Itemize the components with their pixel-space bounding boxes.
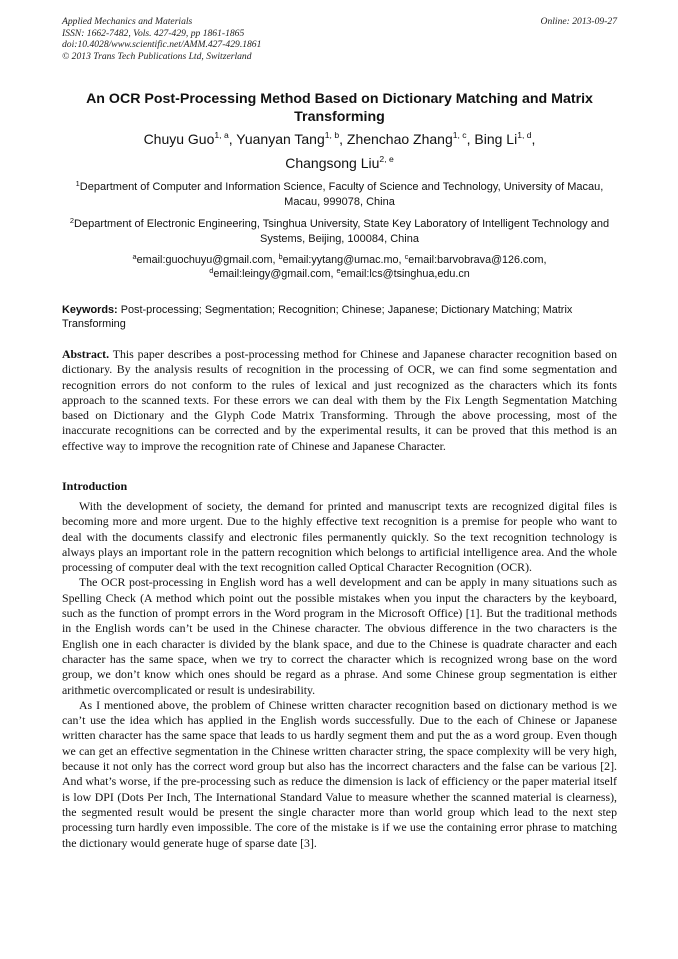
- keywords-label: Keywords:: [62, 304, 118, 316]
- journal-name: Applied Mechanics and Materials: [62, 16, 193, 27]
- author: Yuanyan Tang$^{1, b}$,: [236, 130, 347, 147]
- email: $^c$email:barvobrava@126.com,: [404, 252, 547, 266]
- email: $^d$email:leingy@gmail.com,: [209, 266, 337, 280]
- paper-title: An OCR Post-Processing Method Based on Dictionary Matching and Matrix Transforming: [86, 91, 593, 125]
- author-list: [62, 127, 617, 175]
- affiliation-1: $^1$Department of Computer and Information Science, Faculty of Science and Technology, University of Macau, Macau, 999078, China: [75, 179, 604, 208]
- issn-line: ISSN: 1662-7482, Vols. 427-429, pp 1861-1865: [62, 27, 245, 39]
- affiliation-2: $^2$Department of Electronic Engineering, Tsinghua University, State Key Laboratory of Intelligent Technology and Systems, Beijing, 100084, China: [69, 216, 610, 245]
- email: $^b$email:yytang@umac.mo,: [278, 252, 405, 266]
- online-date: Online: 2013-09-27: [540, 16, 617, 27]
- copyright-line: © 2013 Trans Tech Publications Ltd, Switzerland: [62, 50, 252, 62]
- email: $^e$email:lcs@tsinghua,edu.cn: [336, 266, 470, 280]
- paragraph: As I mentioned above, the problem of Chinese written character recognition based on dictionary method is we can’t use the idea which has applied in the English words successfully. Due to the each of Chinese or Japanese written character has the same space that leads to us hardly segment them and put the as a word group. Even though we can get an effective segmentation in the Chinese written character string, the space complexity will be very high, because it not only has the correct word group but also has the incorrect characters and the false can be various [2]. And what’s worse, if the pre-processing such as reduce the dimension is lack of efficiency or the paper material itself is low DPI (Dots Per Inch, The International Standard Value to measure whether the scanned material is clearness), the segmented result would be present the single character more than world group which lead to the next step processing turn hardly even impossible. The core of the mistake is if we use the containing error phrase to matching the dictionary would generate huge of sparse date [3].: [62, 697, 617, 850]
- paragraph: The OCR post-processing in English word has a well development and can be apply in many situations such as Spelling Check (A method which point out the possible mistakes when you input the characters by the keyboard, such as the function of prompt errors in the Word program in the Microsoft Office) [1]. But the traditional methods in the English words can’t be used in the Chinese character. The obvious difference in the two characters is the English one in each character is divided by the blank space, and due to the Chinese is quadrate character and each character has the same space, when we try to correct the character which is recognized wrong base on the word group, we don’t know which ones should be regard as a phrase. And some Chinese group segmentation is either arithmetic overcomplicated or result is undesirability.: [62, 575, 617, 697]
- section-heading: Introduction: [62, 479, 128, 493]
- journal-header: [62, 16, 617, 62]
- abstract: [62, 347, 617, 454]
- author: Changsong Liu$^{2, e}$: [285, 154, 394, 171]
- abstract-label: Abstract.: [62, 347, 110, 361]
- author: Bing Li$^{1, d}$,: [474, 130, 536, 147]
- email-list: [62, 253, 617, 281]
- author: Zhenchao Zhang$^{1, c}$,: [346, 130, 475, 147]
- body-text: [62, 499, 617, 851]
- keywords-text: Post-processing; Segmentation; Recognition; Chinese; Japanese; Dictionary Matching; Matrix Transforming: [62, 304, 573, 331]
- abstract-text: This paper describes a post-processing method for Chinese and Japanese character recognition based on dictionary. By the analysis results of recognition in the processing of OCR, we can find some segmentation and recognition errors do not conform to the rules of lexical and just recognized as the characters which its fonts approach to the scanned texts. For these errors we can deal with them by the Fix Length Segmentation Matching based on Dictionary and the Glyph Code Matrix Transforming. Through the above processing, most of the inaccurate recognitions can be corrected and by the experimental results, it can be proved that this method is an effective way to improve the recognition rate of Chinese and Japanese Character.: [62, 347, 617, 453]
- email: $^a$email:guochuyu@gmail.com,: [132, 252, 279, 266]
- keywords: [62, 303, 617, 332]
- paragraph: With the development of society, the demand for printed and manuscript texts are recognized digital files is becoming more and more urgent. Due to the highly effective text recognition is a premise for people who want to deal with the documents classify and electronic files permanently quickly. So the text recognition technology is always plays an important role in the pattern recognition which belongs to artificial intelligence area. And the whole processing of computer deal with the text recognition called Optical Character Recognition (OCR).: [62, 499, 617, 575]
- author: Chuyu Guo$^{1, a}$,: [143, 130, 237, 147]
- doi-line: doi:10.4028/www.scientific.net/AMM.427-429.1861: [62, 39, 262, 51]
